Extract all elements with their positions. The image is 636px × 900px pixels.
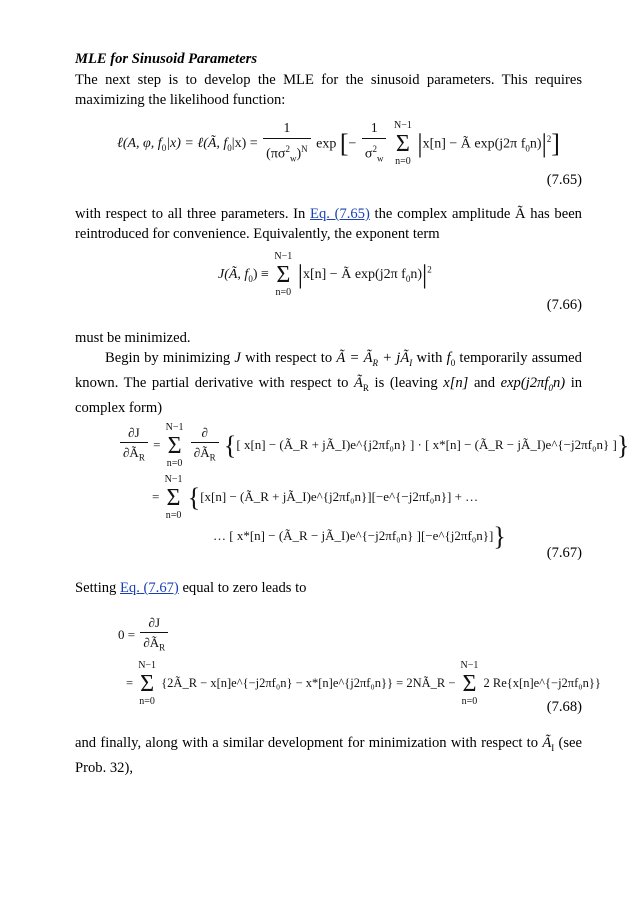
paragraph-begin: Begin by minimizing J with respect to Ã = $Ã_R$ + $jÃ_I$ with $f_0$ temporarily assumed known. The partial derivative with respect to $Ã_R$ is (leaving x[n] and $\exp(j2\pi f_0n)$ in complex form) [75, 350, 583, 416]
equation-number-7-65: (7.65) [546, 172, 582, 188]
eq-7-65-link[interactable]: Eq. (7.65) [310, 206, 370, 222]
equation-7-67-line2: = N−1 Σ n=0 {[x[n] − (Ã_R + jÃ_I)e^{j2πf₀n}][−e^{−j2πf₀n}] + … [152, 474, 479, 521]
equation-7-66: J(Ã, $f_0$) ≡ N−1 Σ n=0 |x[n] − Ã exp(j2π $f_0n)|^2$ [218, 251, 432, 298]
paragraph-respect: with respect to all three parameters. In Eq. (7.65) the complex amplitude Ã has been reintroduced for convenience. Equivalently, the exponent term [75, 206, 582, 242]
paragraph-minimized: must be minimized. [75, 330, 191, 346]
eq65-normalizer: $\frac{1}{(\pi\sigma^2_w)^N}$ [263, 120, 310, 168]
paragraph-setting: Setting Eq. (7.67) equal to zero leads to [75, 580, 307, 596]
equation-7-67-line1: $\frac{\partial J}{\partial Ã_R}$ = N−1 Σ n=0 $\frac{\partial}{\partial Ã_R}$ {[ x[n] − (Ã_R + jÃ_I)e^{j2πf₀n} ] · [ x*[n] − (Ã_R − jÃ_I)e^{−j2πf₀n} ]} [118, 422, 629, 470]
eq-7-67-link[interactable]: Eq. (7.67) [120, 580, 179, 596]
paragraph-intro: The next step is to develop the MLE for the sinusoid parameters. This requires maximizing the likelihood function: [75, 72, 582, 108]
paragraph-finally: and finally, along with a similar development for minimization with respect to $Ã_I$ (see Prob. 32), [75, 735, 583, 776]
equation-7-68-line2: = N−1 Σ n=0 {2Ã_R − x[n]e^{−j2πf₀n} − x*[n]e^{j2πf₀n}} = 2NÃ_R − N−1 Σ n=0 2 Re{x[n]e^{−j2πf₀n}} [126, 660, 601, 707]
equation-7-65: ℓ(A, φ, $f_0|x$) = ℓ(Ã, $f_0|x$) = $\frac{1}{(\pi\sigma^2_w)^N}$ exp [− $\frac{1}{\sigma^2_w}$ N−1 Σ n=0 |x[n] − Ã exp(j2π $f_0n)|^2$] [117, 120, 560, 168]
equation-number-7-67: (7.67) [546, 545, 582, 561]
equation-number-7-66: (7.66) [546, 297, 582, 313]
equation-7-67-line3: … [ x*[n] − (Ã_R − jÃ_I)e^{−j2πf₀n} ][−e^{j2πf₀n}]} [213, 522, 506, 551]
eq65-lhs: ℓ(A, φ, $f_0|x$) = ℓ(Ã, $f_0|x$) = [117, 136, 258, 154]
equation-number-7-68: (7.68) [546, 699, 582, 715]
section-heading: MLE for Sinusoid Parameters [75, 51, 258, 67]
equation-7-68-line1: 0 = $\frac{\partial J}{\partial Ã_R}$ [118, 614, 170, 658]
